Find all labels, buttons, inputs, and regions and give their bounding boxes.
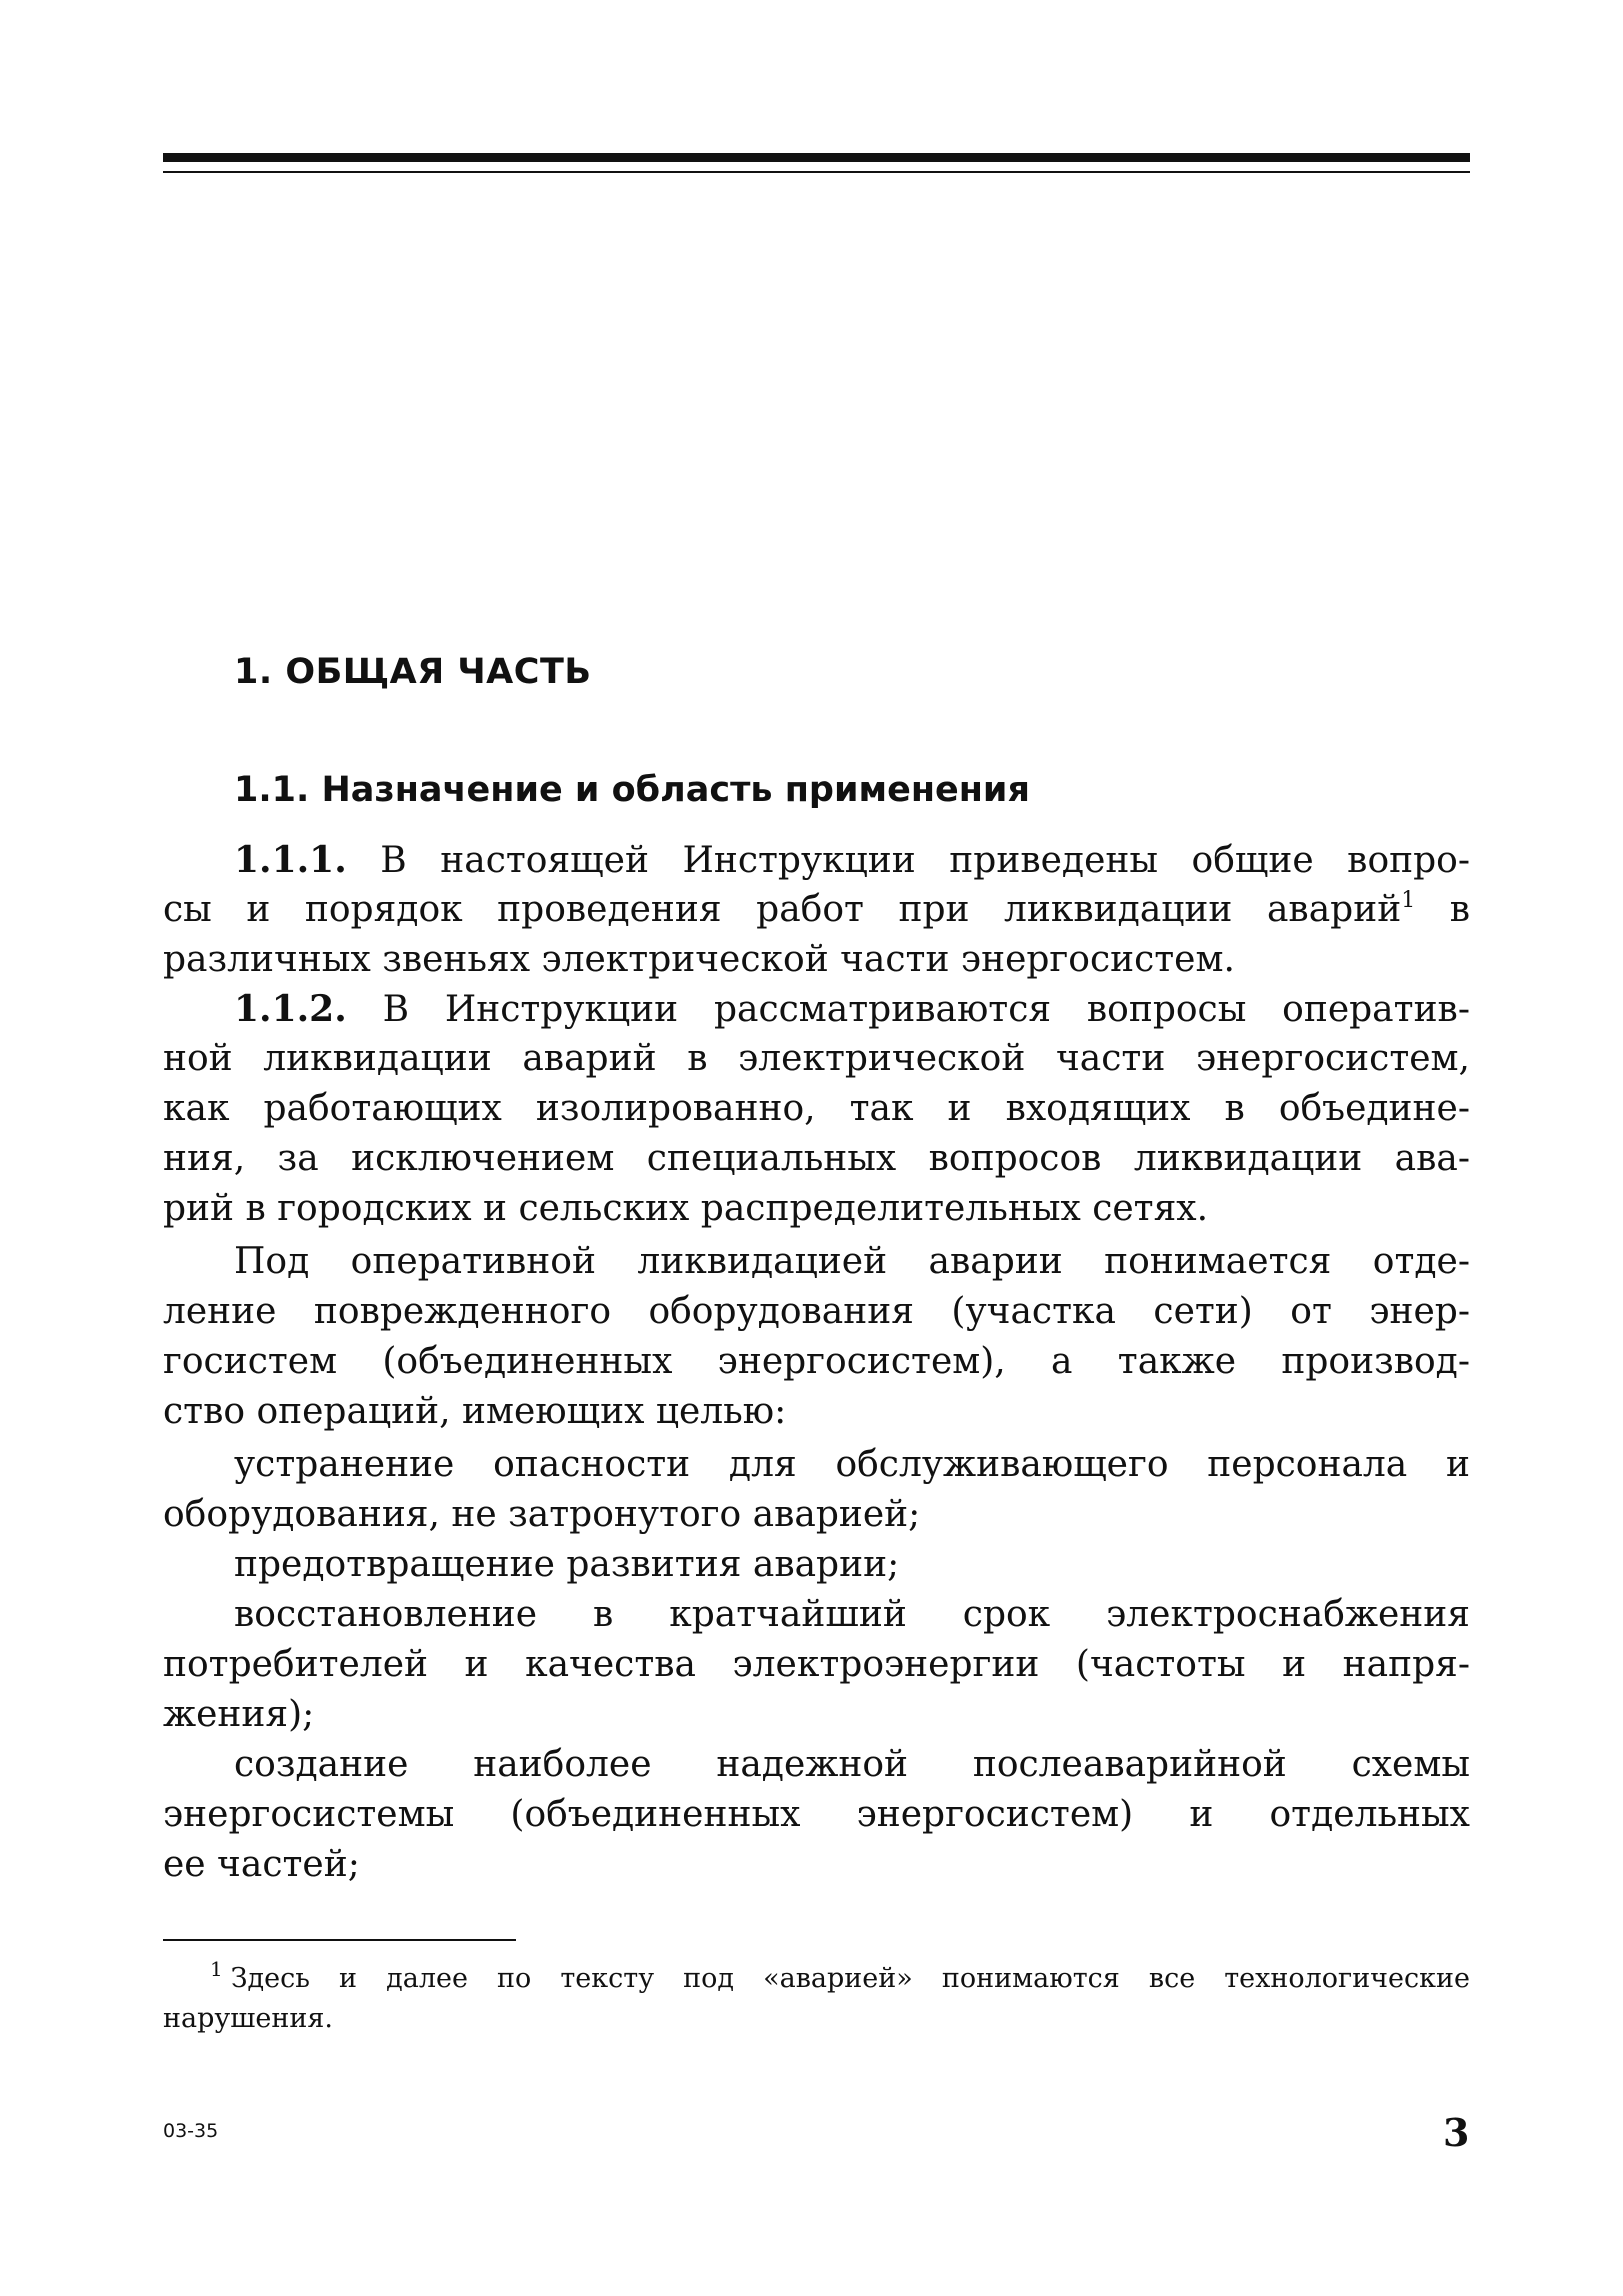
chapter-title: 1. ОБЩАЯ ЧАСТЬ: [234, 652, 592, 692]
paragraph-text: В настоящей Инструкции приведены общие вопро-: [380, 840, 1470, 881]
clause-number: 1.1.1.: [234, 839, 347, 881]
paragraph-1-1-2-line: ния, за исключением специальных вопросов ликвидации ава-: [163, 1138, 1470, 1179]
goal-line: ее частей;: [163, 1844, 360, 1885]
paragraph-1-1-2-line: рий в городских и сельских распределительных сетях.: [163, 1188, 1209, 1229]
paragraph-text: в: [1415, 889, 1470, 930]
footnote-line: нарушения.: [163, 2003, 333, 2034]
definition-line: ление поврежденного оборудования (участка сети) от энер-: [163, 1291, 1470, 1332]
page-number: 3: [1443, 2110, 1470, 2155]
paragraph-text: В Инструкции рассматриваются вопросы оператив-: [382, 989, 1470, 1030]
header-rule-thick: [163, 153, 1470, 162]
section-title: 1.1. Назначение и область применения: [234, 770, 1030, 810]
goal-line: создание наиболее надежной послеаварийной схемы: [234, 1744, 1470, 1785]
header-rule-thin: [163, 171, 1470, 173]
paragraph-1-1-1-line: различных звеньях электрической части энергосистем.: [163, 939, 1235, 980]
paragraph-1-1-1-line: [234, 835, 1470, 885]
paragraph-1-1-2-line: ной ликвидации аварий в электрической части энергосистем,: [163, 1038, 1470, 1079]
clause-number: 1.1.2.: [234, 988, 347, 1030]
footnote-rule: [163, 1939, 516, 1941]
goal-line: энергосистемы (объединенных энергосистем) и отдельных: [163, 1794, 1470, 1835]
goal-line: устранение опасности для обслуживающего персонала и: [234, 1444, 1470, 1485]
paragraph-1-1-1-line: [163, 885, 1470, 935]
footnote-reference: 1: [1401, 888, 1416, 913]
goal-line: предотвращение развития аварии;: [234, 1544, 900, 1585]
paragraph-text: сы и порядок проведения работ при ликвидации аварий: [163, 889, 1402, 930]
paragraph-1-1-2-line: [234, 984, 1470, 1034]
goal-line: жения);: [163, 1694, 315, 1735]
goal-line: восстановление в кратчайший срок электроснабжения: [234, 1594, 1470, 1635]
footnote-marker: 1: [210, 1957, 223, 1981]
goal-line: оборудования, не затронутого аварией;: [163, 1494, 921, 1535]
definition-line: Под оперативной ликвидацией аварии понимается отде-: [234, 1241, 1470, 1282]
footer-code: 03-35: [163, 2120, 219, 2142]
footnote-text: Здесь и далее по тексту под «аварией» понимаются все технологические: [230, 1963, 1470, 1994]
definition-line: госистем (объединенных энергосистем), а также производ-: [163, 1341, 1470, 1382]
paragraph-1-1-2-line: как работающих изолированно, так и входящих в объедине-: [163, 1088, 1470, 1129]
definition-line: ство операций, имеющих целью:: [163, 1391, 787, 1432]
footnote-line: [210, 1957, 1470, 1998]
goal-line: потребителей и качества электроэнергии (частоты и напря-: [163, 1644, 1470, 1685]
